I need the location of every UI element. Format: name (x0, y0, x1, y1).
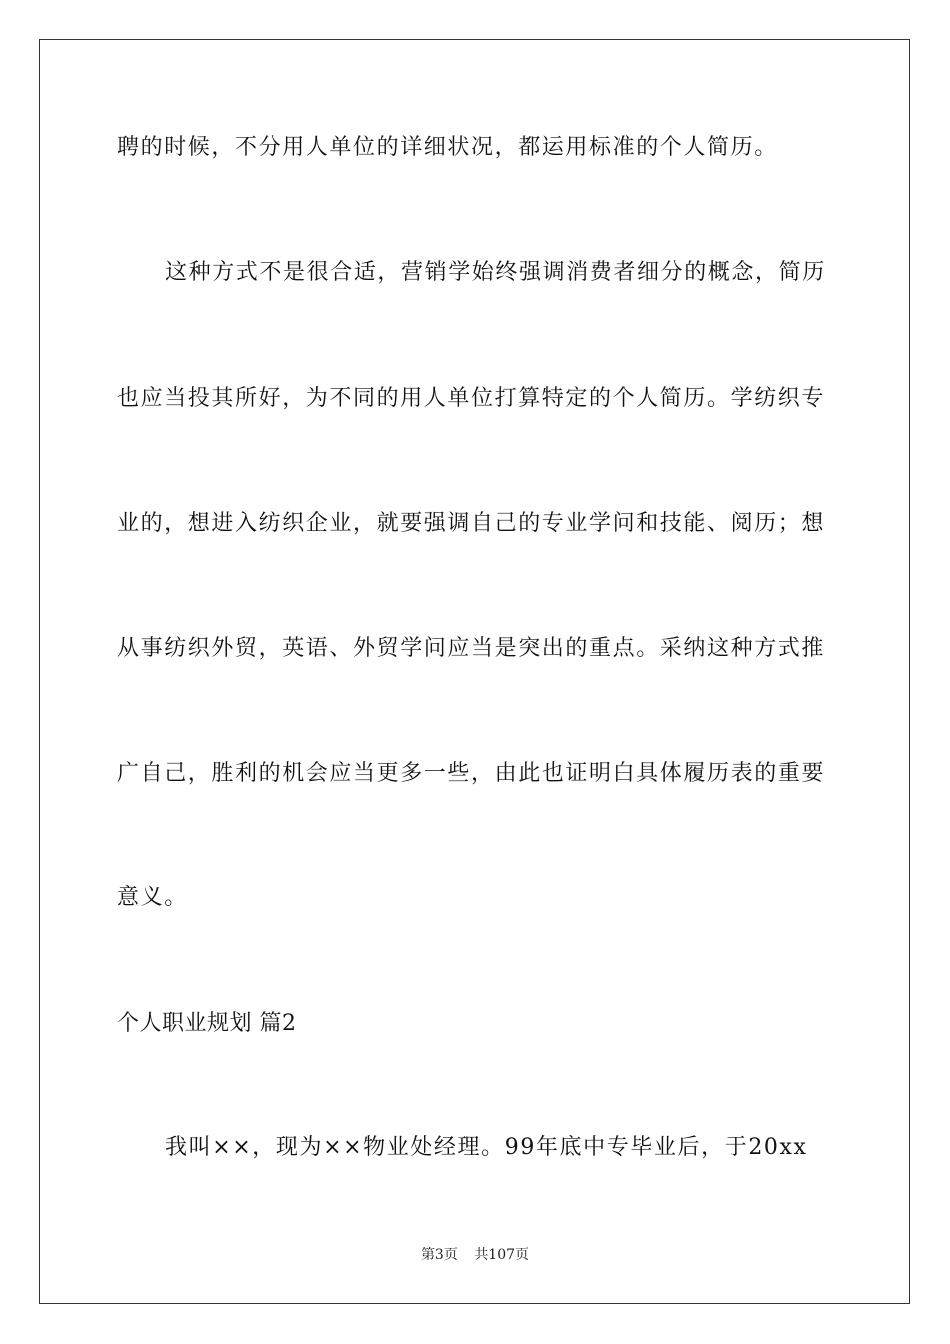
paragraph-line: 业的，想进入纺织企业，就要强调自己的专业学问和技能、阅历；想 (117, 511, 826, 536)
paragraph-line: 意义。 (117, 885, 188, 910)
paragraph-line: 这种方式不是很合适，营销学始终强调消费者细分的概念，简历 (165, 260, 826, 285)
paragraph-line: 广自己，胜利的机会应当更多一些，由此也证明白具体履历表的重要 (117, 761, 826, 786)
page-number-current: 第3页 (420, 1247, 458, 1263)
paragraph-line: 聘的时候，不分用人单位的详细状况，都运用标准的个人简历。 (117, 135, 778, 160)
page-footer (0, 1246, 950, 1264)
page-number-total: 共107页 (474, 1247, 530, 1263)
page-border (39, 39, 910, 1304)
paragraph-line: 我叫××，现为××物业处经理。99年底中专毕业后，于20xx (165, 1135, 808, 1160)
paragraph-line: 也应当投其所好，为不同的用人单位打算特定的个人简历。学纺织专 (117, 386, 826, 411)
section-heading: 个人职业规划 篇2 (117, 1011, 297, 1036)
paragraph-line: 从事纺织外贸，英语、外贸学问应当是突出的重点。采纳这种方式推 (117, 636, 826, 661)
